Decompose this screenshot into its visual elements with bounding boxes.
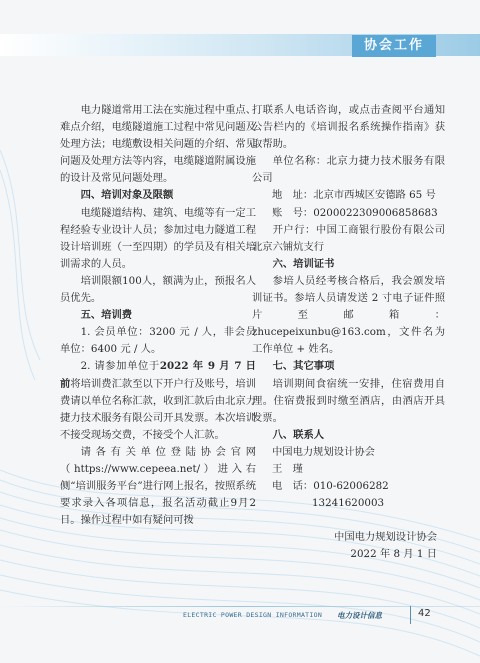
paragraph: 电缆隧道结构、建筑、电缆等有一定工程经验专业设计人员；参加过电力隧道工程设计培训班（一至四期）的学员及有相关培训需求的人员。 [60, 206, 256, 270]
phone-2: 13241620003 [312, 497, 385, 510]
section-heading-5: 五、培训费 [80, 309, 133, 322]
bank-name: 开户行：中国工商银行股份有限公司北京六铺炕支行 [252, 223, 445, 253]
address-row [252, 187, 445, 204]
paragraph: 1. 会员单位：3200 元 / 人，非会员单位：6400 元 / 人。 [60, 326, 256, 356]
contact-org: 中国电力规划设计协会 [272, 445, 375, 458]
footer-cn-title: 电力设计信息 [337, 611, 382, 620]
payment-suffix: 将培训费汇款至以下开户行及账号，培训费请以单位名称汇款，收到汇款后由北京力捷力技术服务有限公司开具发票。本次培训不接受现场交费，不接受个人汇款。 [60, 377, 257, 441]
unit-name: 单位名称：北京力捷力技术服务有限公司 [252, 155, 445, 185]
address-key: 地 址： [272, 189, 314, 202]
page-number: 42 [418, 608, 431, 619]
phone-key: 电 话： [272, 480, 314, 493]
signature-org: 中国电力规划设计协会 [334, 531, 437, 544]
footer-en-title: ELECTRIC POWER DESIGN INFORMATION [183, 611, 323, 619]
paragraph: 打联系人电话咨询，或点击查阅平台通知公告栏内的《培训报名系统操作指南》获取帮助。 [252, 104, 445, 151]
right-column [252, 102, 445, 563]
paragraph: 参培人员经考核合格后，我会颁发培训证书。参培人员请发送 2 寸电子证件照片至邮箱：zhucepeixunbu@163.com，文件名为工作单位 + 姓名。 [252, 274, 445, 356]
address-value: 北京市西城区安德路 65 号 [313, 189, 436, 202]
paragraph-registration: 请各有关单位登陆协会官网（https://www.cepeea.net/）进入右侧“培训服务平台”进行网上报名，按照系统要求录入各项信息，报名活动截止9月2日。操作过程中如有疑问可拨 [60, 445, 256, 527]
section-heading-8: 八、联系人 [272, 428, 325, 441]
footer-rule [0, 606, 480, 607]
account-key: 账 号： [272, 206, 314, 219]
account-row [252, 205, 445, 222]
contact-name: 王 瑾 [272, 462, 303, 475]
signature-date: 2022 年 8 月 1 日 [350, 548, 437, 561]
section-tag: 协会工作 [352, 35, 436, 57]
section-heading-7: 七、其它事项 [272, 360, 335, 373]
payment-deadline: 2022 年 9 月 7 日前 [60, 360, 256, 390]
phone-row [252, 478, 445, 495]
account-value: 0200022309006858683 [313, 206, 438, 219]
paragraph-payment [60, 358, 256, 443]
payment-prefix: 2. 请参加单位于 [80, 360, 160, 373]
paragraph: 电力隧道常用工法在实施过程中重点、难点介绍，电缆隧道施工过程中常见问题及处理方法；电缆敷设相关问题的介绍、常见问题及处理方法等内容，电缆隧道附属设施的设计及常见问题处理。 [60, 104, 256, 185]
paragraph: 培训限额100人，额满为止，预报名人员优先。 [60, 274, 256, 305]
section-heading-6: 六、培训证书 [272, 257, 335, 270]
section-heading-4: 四、培训对象及限额 [80, 189, 174, 202]
footer-separator [410, 606, 411, 624]
phone-1: 010-62006282 [313, 480, 389, 493]
paragraph: 培训期间食宿统一安排，住宿费用自理。住宿费报到时缴至酒店，由酒店开具发票。 [252, 377, 445, 424]
left-column [60, 102, 256, 529]
